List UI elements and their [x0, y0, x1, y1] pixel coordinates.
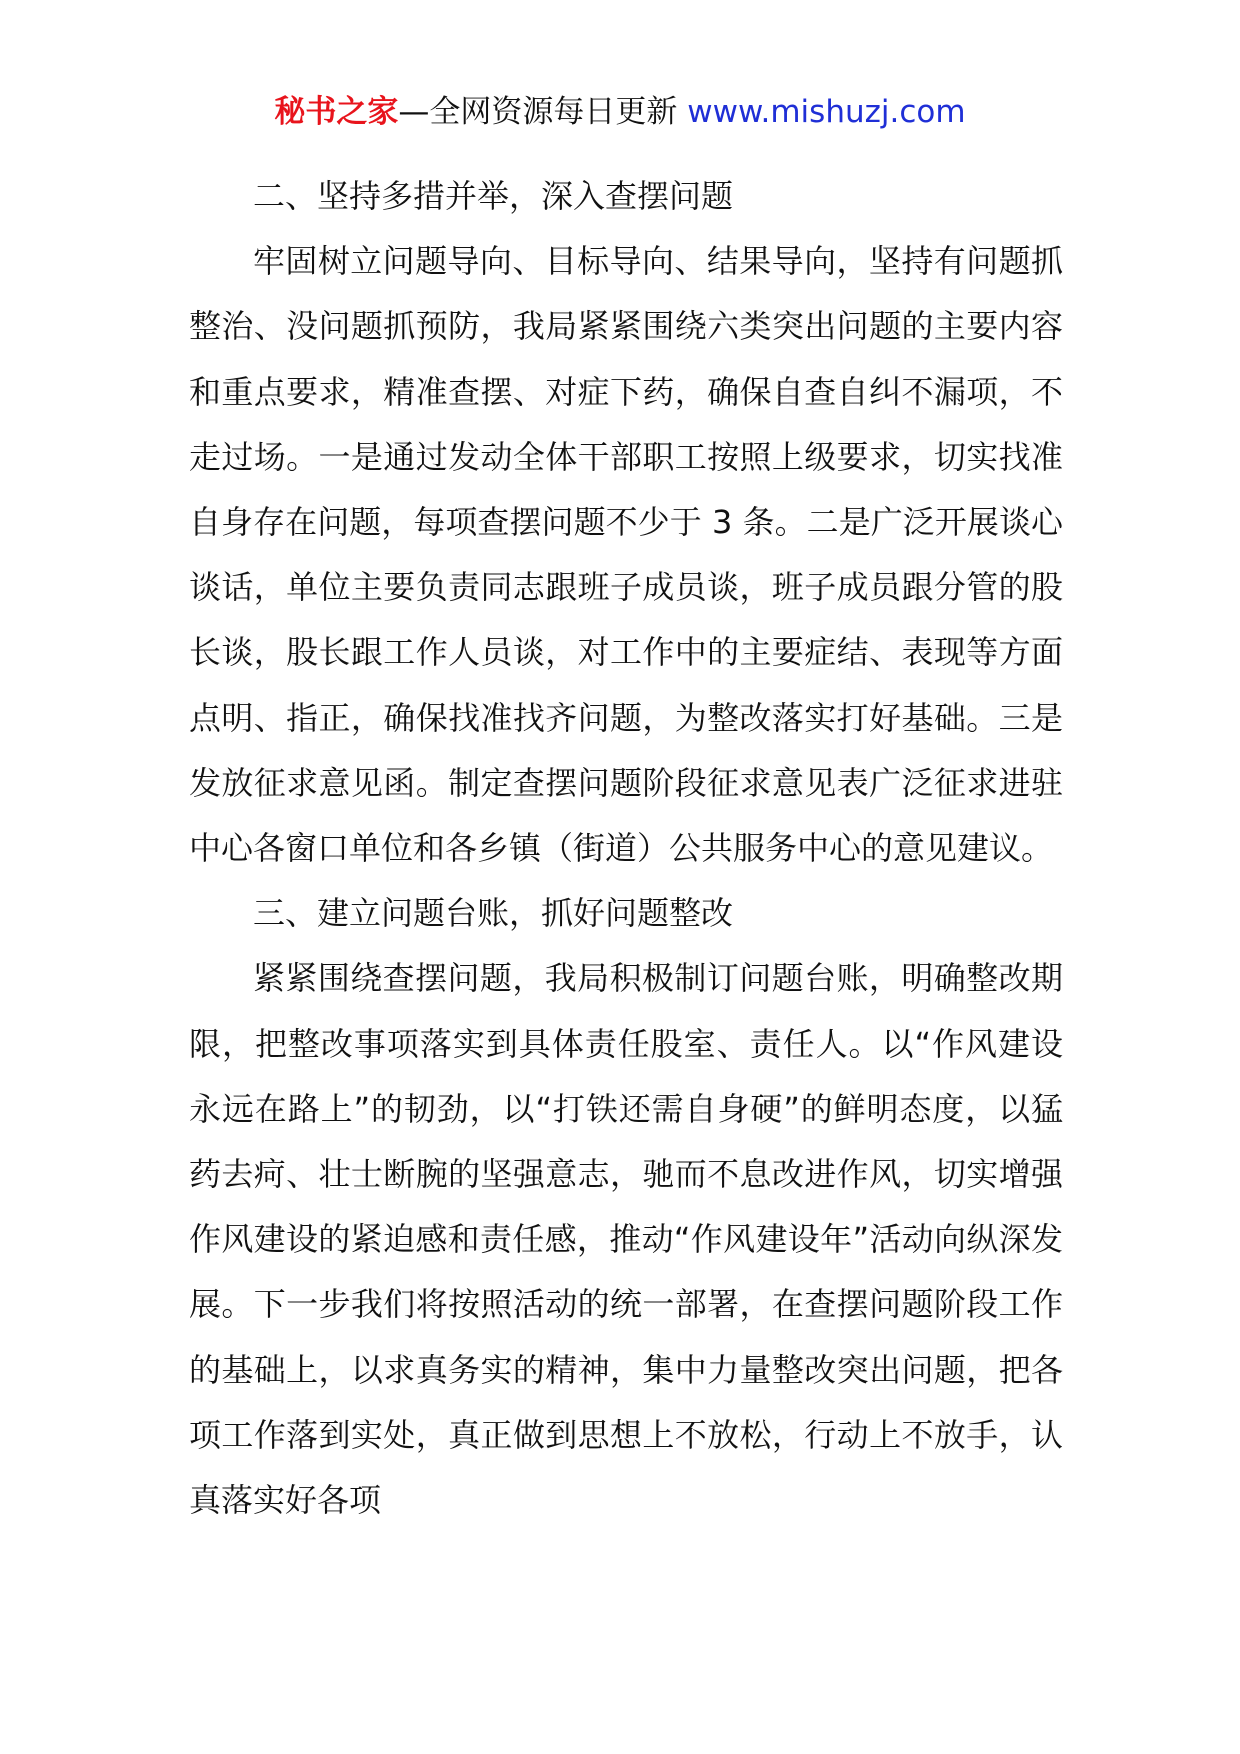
- site-header: [0, 92, 1240, 132]
- brand-name: 秘书之家: [274, 94, 399, 130]
- site-url-link[interactable]: www.mishuzj.com: [687, 94, 966, 130]
- section-heading-2: 二、坚持多措并举，深入查摆问题: [253, 177, 734, 215]
- header-tagline: —全网资源每日更新: [398, 94, 688, 130]
- section-paragraph-2: 牢固树立问题导向、目标导向、结果导向，坚持有问题抓整治、没问题抓预防，我局紧紧围绕六类突出问题的主要内容和重点要求，精准查摆、对症下药，确保自查自纠不漏项，不走过场。一是通过发动全体干部职工按照上级要求，切实找准自身存在问题，每项查摆问题不少于 3 条。二是广泛开展谈心谈话，单位主要负责同志跟班子成员谈，班子成员跟分管的股长谈，股长跟工作人员谈，对工作中的主要症结、表现等方面点明、指正，确保找准找齐问题，为整改落实打好基础。三是发放征求意见函。制定查摆问题阶段征求意见表广泛征求进驻中心各窗口单位和各乡镇（街道）公共服务中心的意见建议。: [189, 242, 1063, 868]
- section-paragraph-3: 紧紧围绕查摆问题，我局积极制订问题台账，明确整改期限，把整改事项落实到具体责任股室、责任人。以“作风建设永远在路上”的韧劲，以“打铁还需自身硬”的鲜明态度，以猛药去疴、壮士断腕的坚强意志，驰而不息改进作风，切实增强作风建设的紧迫感和责任感，推动“作风建设年”活动向纵深发展。下一步我们将按照活动的统一部署，在查摆问题阶段工作的基础上，以求真务实的精神，集中力量整改突出问题，把各项工作落到实处，真正做到思想上不放松，行动上不放手，认真落实好各项: [189, 959, 1063, 1520]
- section-heading-3: 三、建立问题台账，抓好问题整改: [253, 894, 734, 933]
- document-body: [189, 164, 1063, 1533]
